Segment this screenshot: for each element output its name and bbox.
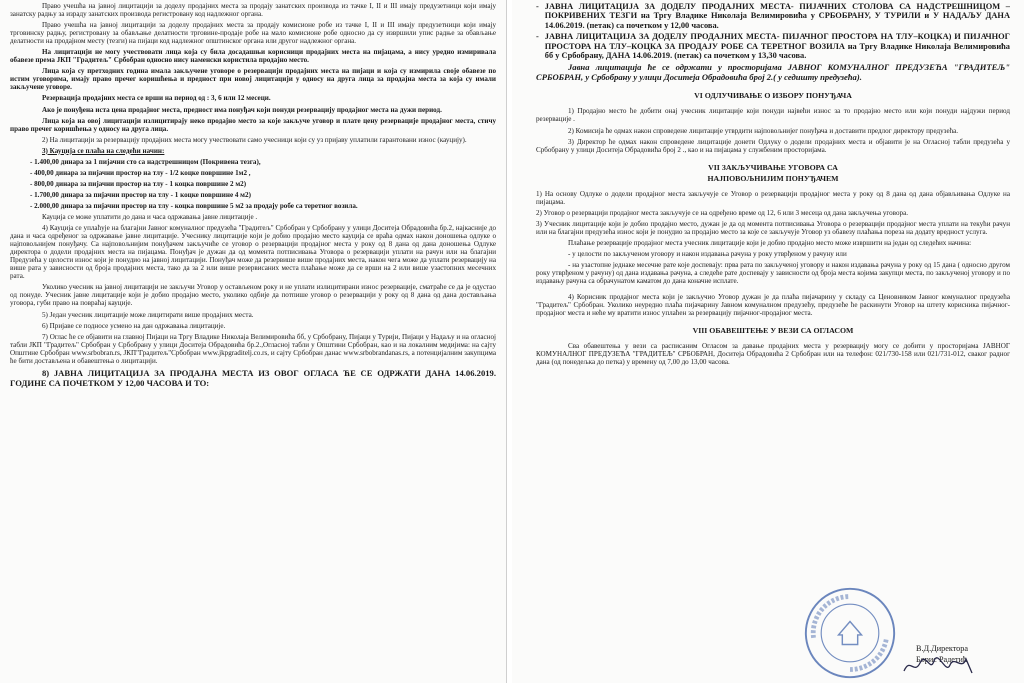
paragraph-priority-right: Лица која су претходних година имала закључене уговоре о резервацији продајних места на пијаци и која су измирила своје обавезе по истим уговорима, имају право пречег коришћења и предност при новој лицитацији у односу на друга лица за продајна места за која су имали закључене уговоре. (10, 67, 496, 92)
deposit-item: - 1.400,00 динара за 1 пијачни сто са надстрешницом (Покривена тезга), (30, 157, 261, 166)
paragraph-equal-price: Ако је понуђена иста цена продајног места, предност има понуђач који понуди резервацију продајног места на дужи период. (42, 105, 442, 114)
section-heading-contract (536, 163, 1010, 172)
signatory-role: В.Д.Директора (916, 644, 968, 653)
deposit-item: - 800,00 динара за пијачни простор на тлу - 1 коцка површине 2 м2) (30, 179, 247, 188)
auction-item-covered-stalls (536, 2, 1010, 30)
bullet-dash: - (536, 32, 539, 42)
official-stamp-icon (802, 585, 898, 681)
section-heading-notice: VIII ОБАВЕШТЕЊЕ У ВЕЗИ СА ОГЛАСОМ (692, 326, 854, 336)
paragraph-reservation-period: Резервација продајних места се врши на период од : 3, 6 или 12 месеци. (42, 94, 271, 103)
paragraph-withdrawal: Уколико учесник на јавној лицитацији не закључи Уговор у остављеном року и не уплати излицитирани износ резервације, сматраће се да је одустао од понуде. Учесник јавне лицитације који је добио продајно место, уколико одбије да потпише уговор о резервацији у року од 8 дана од дана достављања уговора, губи право на повраћај кауције. (10, 283, 496, 308)
paragraph-contract-2: 2) Уговор о резервацији продајног места закључује се на одређено време од 12, 6 или 3 месеца од дана закључења уговора. (536, 208, 908, 217)
paragraph-contact: Сва обавештења у вези са расписаним Огласом за давање продајних места у резервацију могу се добити у просторијама ЈАВНОГ КОМУНАЛНОГ ПРЕДУЗЕЋА "ГРАДИТЕЉ" СРБОБРАН, Доситеја Обрадовића 2 Србобран или на телефон: 021/730-158 или 021/731-012, сваког радног дана (од понедељка до петка) у времену од 7,00 до 13,00 часова. (536, 342, 1010, 367)
section-heading-contract-2 (536, 174, 1010, 183)
deposit-item: - 1.700,00 динара за пијачни простор на тлу - 1 коцке површине 4 м2) (30, 190, 251, 199)
right-column (536, 2, 1010, 369)
section-heading-decision: VI ОДЛУЧИВАЊЕ О ИЗБОРУ ПОНУЂАЧА (694, 91, 852, 101)
paragraph-payment-installments: - на узастопне једнаке месечне рате које доспевају: прва рата по закљученој уговору и након издавања рачуна у року од 15 дана ( односно другом року утврђеном у рачуну) од дана издавања рачуна, а следеће рате доспевају у зависности од броја места којима закупци места, по закљученој уговору и по издавању рачуна са обрачунатом каматом до дана коначне исплате. (536, 261, 1010, 286)
paragraph-deposit-deadline: Кауција се може уплатити до дана и часа одржавања јавне лицитације . (42, 212, 258, 221)
deposit-item: - 2.000,00 динара за пијачни простор на тлу - коцка површине 5 м2 за продају робе са теретног возила. (30, 201, 358, 210)
paragraph-multiple-places: 5) Један учесник лицитације може лицитирати више продајних места. (42, 310, 254, 319)
paragraph-decision-3: 3) Директор ће одмах након спроведене лицитације донети Одлуку о додели продајних места и објавити је на Огласној табли предузећа у Србобрану у улици Доситеја Обрадовића број 2 ., као и на пијацама у службеним просторијама. (536, 137, 1010, 154)
paragraph-consignment-eligibility: Право учешћа на јавној лицитацији за доделу продајних места за продају комисионе робе из тачке I, II и III имају предузетници који имају трговинску радњу, регистровану за обављање делатности трговине-продаје робе на мало комисионе робе односно да су извршили упис радње за обављање делатности на продајном месту (тезги) на пијаци код надлежног општинског органа или другог надлежног органа. (10, 21, 496, 46)
paragraph-preemption: Лица која на овој лицитацији излицитирају неко продајно место за које закључе уговор и плате цену резервације продајног места, стичу право пречег коришћења у односу на друга лица. (10, 116, 496, 133)
deposit-item: - 400,00 динара за пијачни простор на тлу - 1/2 коцке површине 1м2 , (30, 168, 251, 177)
paragraph-deposit-heading: 3) Кауција се плаћа на следећи начин: (42, 146, 165, 155)
paragraph-publication: 7) Оглас ће се објавити на главној Пијаци на Тргу Владике Николаја Велимировића бб, у Србобрану, Пијаци у Турији, Пијаци у Надаљу и на огласној табли ЈКП "Градитељ" Србобран у Србобрану у улици Доситеја Обрадовића бр.2.,Огласној табли у Општини Србобран, као и на локалним медијима: на сајту Општине Србобран www.srbobran.rs, ЈКП"Градитељ"Србобран www.jkpgraditelj.co.rs, и сајту Србобран данас www.srbobrandanas.rs, а потенцијалним закупцима ће бити достављена и обавештења о лицитацији. (10, 332, 496, 365)
auction-item-text: ЈАВНА ЛИЦИТАЦИЈА ЗА ДОДЕЛУ ПРОДАЈНИХ МЕСТА- ПИЈАЧНОГ ПРОСТОРА НА ТЛУ–КОЦКА) И ПИЈАЧНОГ ПРОСТОРА НА ТЛУ–КОЦКА ЗА ПРОДАЈУ РОБЕ СА ТЕРЕТНОГ ВОЗИЛА на Тргу Владике Николаја Велимировића бб у Србобрану, ДАНА 14.06.2019. (петак) са почетком у 13,30 часова. (544, 32, 1010, 61)
paragraph-payment-full: - у целости по закљученом уговору и након издавања рачуна у року утврђеном у рачуну или (568, 249, 847, 258)
paragraph-payment-methods: Плаћање резервације продајног места учесник лицитације који је добио продајно место може извршити на један од следећих начина: (568, 238, 972, 247)
paragraph-decision-1: 1) Продајно место ће добити онај учесник лицитације који понуди највећи износ за то продајно место или који понуди најдужи период резервације . (536, 107, 1010, 124)
deposit-list (10, 158, 496, 210)
paragraph-deposit-payment: 4) Кауција се уплаћује на благајни Јавног комуналног предузећа "Градитељ" Србобран у Србобрану у улици Доситеја Обрадовића бр.2, најкасније до дана и часа одређеног за одржавање јавне лицитације. Учеснику лицитације који је добио продајно место кауција се враћа одмах након доношења одлуке о најповољнијем понуђачу. Са најповољнијим понуђачем закључиће се уговор о резервацији продајног места у року од 8 дана од дана доношења Одлуке директора о додели продајних места на пијацама. Понуђач је дужан да од момента потписивања Уговора о резервацији уплати на рачун или на благајни Предузећа у целости износ који је понудио на јавној лицитацији. Понуђач може да резервише више продајних места, након чега може да уплати резервацију на више рата у зависности од броја продајних места, тако да за 2 или више резервисаних места плаћање може да се врши на 2 или више узастопних месечних рата. (10, 224, 496, 281)
paragraph-exclusion: На лицитацији не могу учествовати лица која су била досадашњи корисници продајних места на пијацама, а нису уредно измиривала обавезе према ЈКП "Градитељ" Србобран односно нису наменски користила продајно место. (10, 48, 496, 65)
bullet-dash: - (536, 2, 539, 11)
auction-item-ground-space (536, 32, 1010, 60)
handwritten-signature-icon (900, 651, 980, 679)
paragraph-auction-date: 8) ЈАВНА ЛИЦИТАЦИЈА ЗА ПРОДАЈНА МЕСТА ИЗ ОВОГ ОГЛАСА ЋЕ СЕ ОДРЖАТИ ДАНА 14.06.2019. ГОДИНЕ СА ПОЧЕТКОМ У 12,00 ЧАСОВА И ТО: (10, 367, 496, 388)
paragraph-decision-2: 2) Комисија ће одмах након спроведене лицитације утврдити најповољнијег понуђача и доставити предлог директору предузећа. (568, 126, 959, 135)
left-page (0, 0, 507, 683)
right-page (512, 0, 1024, 683)
left-column (10, 2, 496, 391)
paragraph-contract-1: 1) На основу Одлуке о додели продајног места закључује се Уговор о резервацији продајног места у року од 8 дана од дана објављивања Одлуке на пијацама. (536, 189, 1010, 206)
auction-item-text: ЈАВНА ЛИЦИТАЦИЈА ЗА ДОДЕЛУ ПРОДАЈНИХ МЕСТА- ПИЈАЧНИХ СТОЛОВА СА НАДСТРЕШНИЦОМ –ПОКРИВЕНИХ ТЕЗГИ на Тргу Владике Николаја Велимировића у СРБОБРАНУ, У ТУРИЛИ и У НАДАЉУ ДАНА 14.06.2019. (петак) са почетком у 12,00 часова. (544, 2, 1010, 30)
paragraph-market-fee: 4) Корисник продајног места који је закључио Уговор дужан је да плаћа пијачарину у складу са Ценовником Јавног комуналног предузећа "Градитељ" Србобран. Уколико неуредно плаћа пијачарину Јавном комуналном предузећу, предузеће ће раскинути Уговор на штету корисника пијачног-продајног места и неће му вратити износ уплаћен за резервацију пијачног-продајног места. (536, 293, 1010, 318)
paragraph-venue: Јавна лицитација ће се одржати у просторијама ЈАВНОГ КОМУНАЛНОГ ПРЕДУЗЕЋА "ГРАДИТЕЉ" СРБОБРАН, у Србобрану у улици Доситеја Обрадовића број 2.( у седишту предузећа). (536, 62, 1010, 83)
paragraph-applications: 6) Пријаве се подносе усмено на дан одржавања лицитације. (42, 321, 226, 330)
paragraph-craft-eligibility: Право учешћа на јавној лицитацији за доделу продајних места за продају занатских производа из тачке I, II и III имају предузетници који имају занатску радњу за израду занатских производа регистровану код надлежног органа. (10, 2, 496, 19)
signatory-name: Борис Радетић (916, 655, 967, 664)
heading-line: НАЈПОВОЉНИЈИМ ПОНУЂАЧЕМ (707, 173, 839, 183)
heading-line: VII ЗАКЉУЧИВАЊЕ УГОВОРА СА (708, 162, 838, 172)
paragraph-contract-3: 3) Учесник лицитације који је добио продајно место, дужан је да од момента потписивања Уговора о резервацији продајног места уплати на текући рачун или на благајни предузећа износ који је понудио за продајно место за које се закључује Уговор уз обавезу плаћања пореза на додату вредност услуга. (536, 219, 1010, 236)
paragraph-deposit-required: 2) На лицитацији за резервацију продајних места могу учествовати само учесници који су уз пријаву уплатили гарантовани износ (кауцију). (42, 135, 467, 144)
